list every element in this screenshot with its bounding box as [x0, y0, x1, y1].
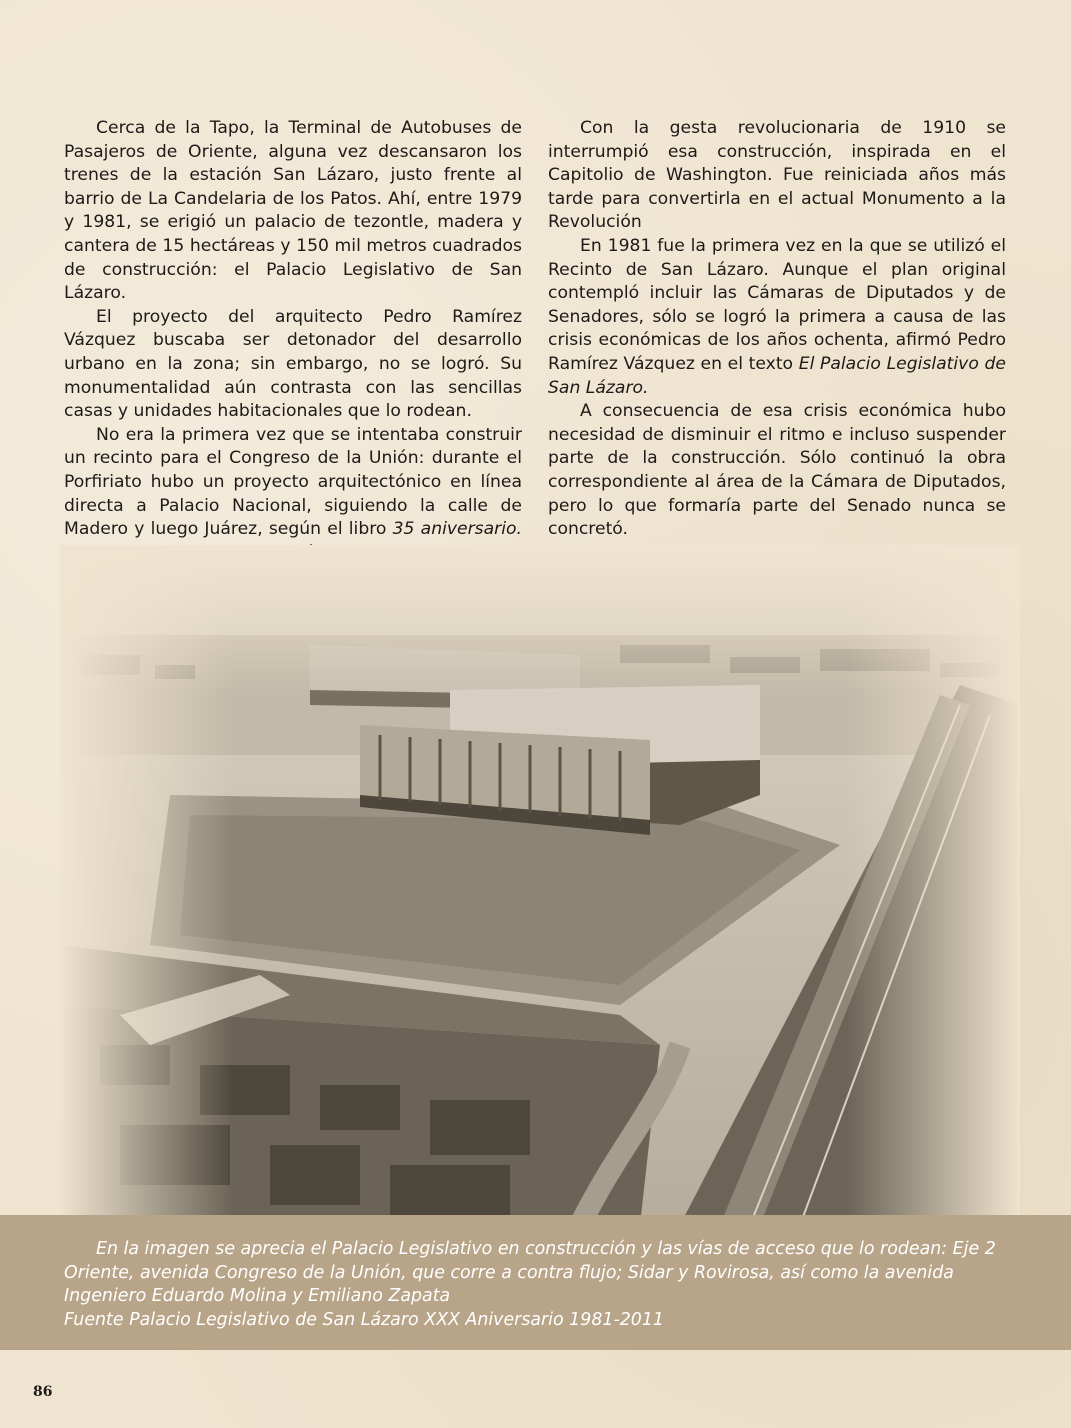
paragraph: El proyecto del arquitecto Pedro Ramírez Vázquez buscaba ser detonador del desarrollo urbano en la zona; sin embargo, no se logró. Su monumentalidad aún contrasta con las sencillas casas y unidades habitacionales que lo rodean.: [64, 306, 522, 422]
paragraph-text: En 1981 fue la primera vez en la que se utilizó el Recinto de San Lázaro. Aunque el plan original contempló incluir las Cámaras de Diputados y de Senadores, sólo se logró la primera a causa de las crisis económicas de los años ochenta, afirmó Pedro Ramírez Vázquez en el texto: [548, 235, 1006, 374]
book-title: El Palacio Legislativo de San Lázaro.: [548, 353, 1006, 398]
book-title: 35 aniversario.: [392, 519, 522, 540]
paragraph: Con la gesta revolucionaria de 1910 se interrumpió esa construcción, inspirada en el Capitolio de Washington. Fue reiniciada años más tarde para convertirla en el actual Monumento a la Revolución: [548, 118, 1006, 233]
page-number: 86: [33, 1384, 53, 1400]
photo-caption: [64, 1238, 1009, 1332]
paragraph: [548, 235, 1006, 400]
left-text-column: [64, 117, 522, 565]
paragraph: Cerca de la Tapo, la Terminal de Autobuses de Pasajeros de Oriente, alguna vez descansaron los trenes de la estación San Lázaro, justo frente al barrio de La Candelaria de los Patos. Ahí, entre 1979 y 1981, se erigió un palacio de tezontle, madera y cantera de 15 hectáreas y 150 mil metros cuadrados de construcción: el Palacio Legislativo de San Lázaro.: [64, 118, 522, 304]
caption-source: Fuente Palacio Legislativo de San Lázaro XXX Aniversario 1981-2011: [64, 1309, 664, 1330]
caption-text: En la imagen se aprecia el Palacio Legislativo en construcción y las vías de acceso que lo rodean: Eje 2 Oriente, avenida Congreso de la Unión, que corre a contra flujo; Sidar y Rovirosa, así como la avenida Ingeniero Eduardo Molina y Emiliano Zapata: [64, 1239, 996, 1306]
paragraph: A consecuencia de esa crisis económica hubo necesidad de disminuir el ritmo e incluso suspender parte de la construcción. Sólo continuó la obra correspondiente al área de la Cámara de Diputados, pero lo que formaría parte del Senado nunca se concretó.: [548, 401, 1006, 540]
right-text-column: [548, 117, 1006, 542]
aerial-photo-illustration: [60, 545, 1020, 1225]
paragraph-text: No era la primera vez que se intentaba construir un recinto para el Congreso de la Unión: durante el Porfiriato hubo un proyecto arquitectónico en línea directa a Palacio Nacional, siguiendo la calle de Madero y luego Juárez, según el libro: [64, 424, 522, 540]
aerial-photo: [60, 545, 1020, 1225]
